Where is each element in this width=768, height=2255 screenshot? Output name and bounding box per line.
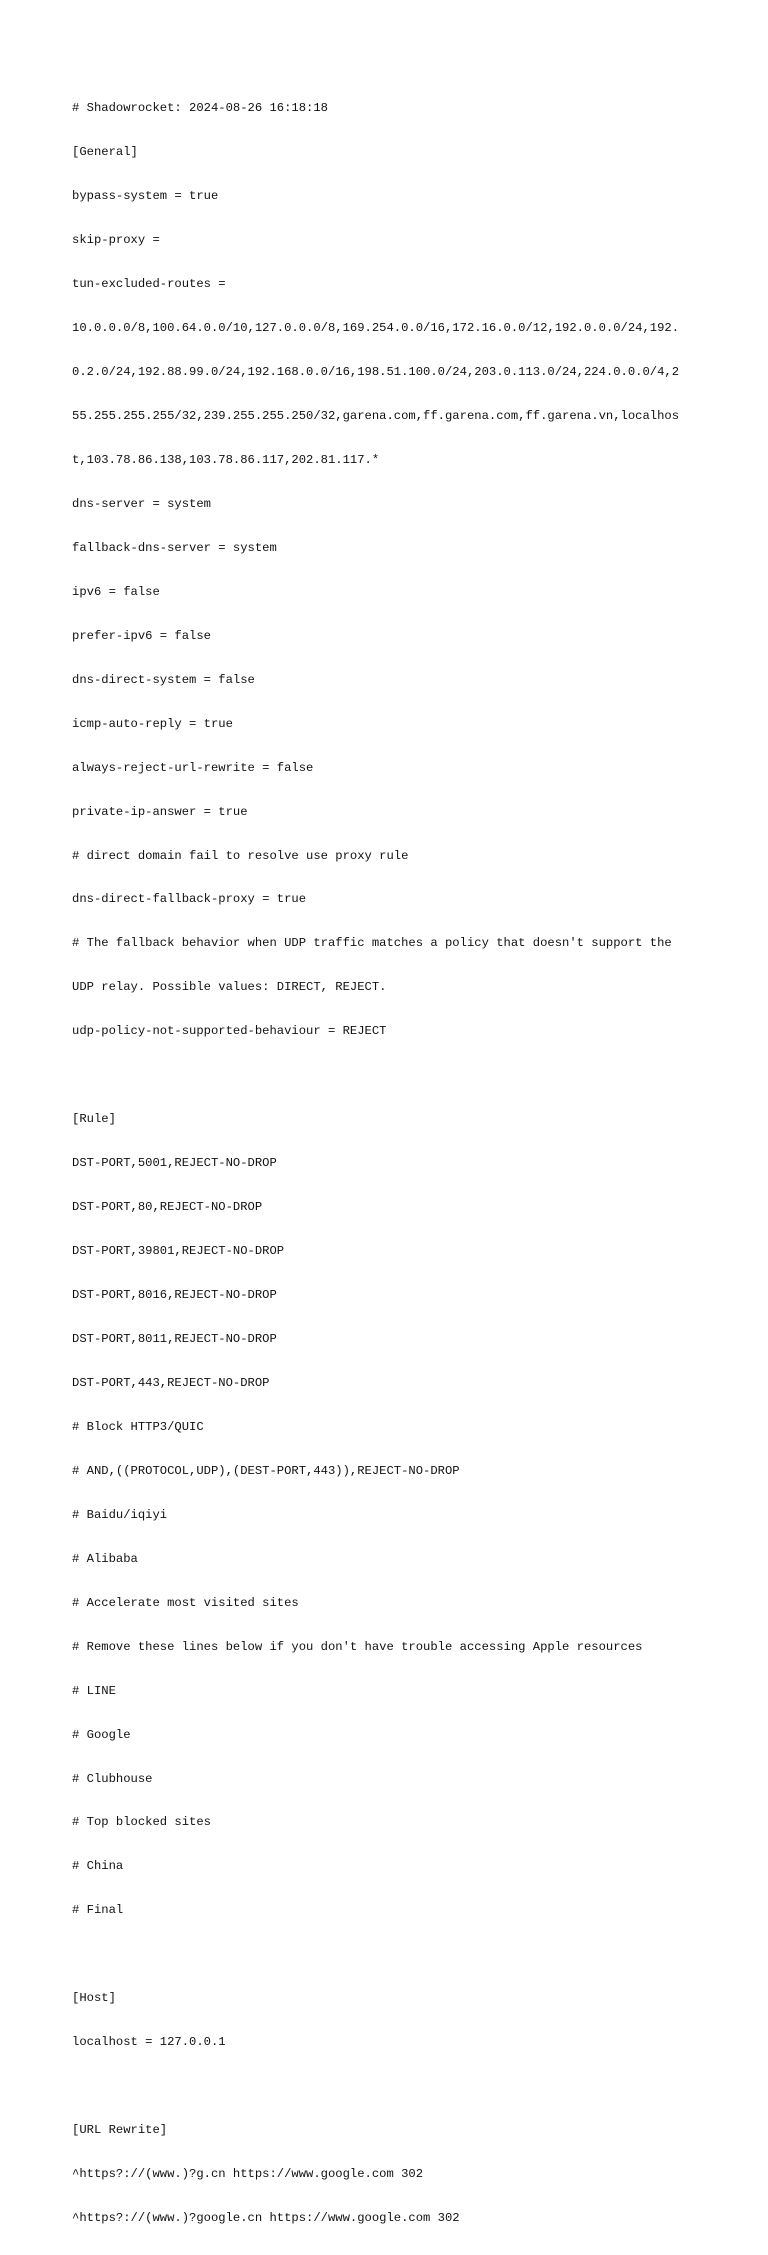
text-line: private-ip-answer = true	[72, 804, 248, 819]
text-line: prefer-ipv6 = false	[72, 628, 211, 643]
text-line: [Rule]	[72, 1112, 116, 1127]
text-line: 10.0.0.0/8,100.64.0.0/10,127.0.0.0/8,169.254.0.0/16,172.16.0.0/12,192.0.0.0/24,192.	[72, 321, 680, 336]
text-line: # Accelerate most visited sites	[72, 1595, 299, 1610]
blank-line	[72, 1068, 702, 1083]
text-line: # Baidu/iqiyi	[72, 1507, 168, 1522]
text-line: ipv6 = false	[72, 584, 160, 599]
text-line: dns-direct-fallback-proxy = true	[72, 892, 307, 907]
text-line: ^https?://(www.)?google.cn https://www.google.com 302	[72, 2211, 460, 2226]
text-line: fallback-dns-server = system	[72, 540, 277, 555]
text-line: 0.2.0/24,192.88.99.0/24,192.168.0.0/16,198.51.100.0/24,203.0.113.0/24,224.0.0.0/4,2	[72, 365, 680, 380]
text-line: # Alibaba	[72, 1551, 138, 1566]
text-line: # Clubhouse	[72, 1771, 153, 1786]
text-line: [Host]	[72, 1991, 116, 2006]
text-line: # Shadowrocket: 2024-08-26 16:18:18	[72, 101, 328, 116]
text-line: # Top blocked sites	[72, 1815, 211, 1830]
text-line: # AND,((PROTOCOL,UDP),(DEST-PORT,443)),REJECT-NO-DROP	[72, 1463, 460, 1478]
text-line: dns-direct-system = false	[72, 672, 255, 687]
text-line: # Final	[72, 1903, 124, 1918]
text-line: # China	[72, 1859, 124, 1874]
text-line: localhost = 127.0.0.1	[72, 2035, 226, 2050]
text-line: # Block HTTP3/QUIC	[72, 1419, 204, 1434]
text-line: # LINE	[72, 1683, 116, 1698]
text-line: UDP relay. Possible values: DIRECT, REJECT.	[72, 980, 387, 995]
text-line: DST-PORT,39801,REJECT-NO-DROP	[72, 1244, 285, 1259]
text-line: ^https?://(www.)?g.cn https://www.google.com 302	[72, 2167, 424, 2182]
text-line: always-reject-url-rewrite = false	[72, 760, 314, 775]
text-line: DST-PORT,8011,REJECT-NO-DROP	[72, 1332, 277, 1346]
text-line: [URL Rewrite]	[72, 2123, 168, 2138]
text-line: [General]	[72, 145, 138, 160]
text-line: udp-policy-not-supported-behaviour = REJECT	[72, 1024, 387, 1039]
blank-line	[72, 1947, 702, 1962]
text-line: DST-PORT,5001,REJECT-NO-DROP	[72, 1156, 277, 1171]
blank-line	[72, 2079, 702, 2094]
text-line: # direct domain fail to resolve use proxy rule	[72, 848, 409, 863]
text-line: tun-excluded-routes =	[72, 277, 226, 292]
text-line: # Remove these lines below if you don't have trouble accessing Apple resources	[72, 1639, 643, 1654]
text-line: # Google	[72, 1727, 131, 1742]
text-line: t,103.78.86.138,103.78.86.117,202.81.117.*	[72, 452, 380, 467]
text-line: DST-PORT,80,REJECT-NO-DROP	[72, 1200, 263, 1215]
text-line: 55.255.255.255/32,239.255.255.250/32,garena.com,ff.garena.com,ff.garena.vn,localhos	[72, 408, 680, 423]
text-line: skip-proxy =	[72, 233, 160, 248]
text-line: DST-PORT,443,REJECT-NO-DROP	[72, 1375, 270, 1390]
text-line: DST-PORT,8016,REJECT-NO-DROP	[72, 1288, 277, 1303]
text-line: dns-server = system	[72, 496, 211, 511]
text-line: icmp-auto-reply = true	[72, 716, 233, 731]
text-line: # The fallback behavior when UDP traffic matches a policy that doesn't support the	[72, 936, 672, 951]
config-text	[72, 72, 702, 2255]
text-line: bypass-system = true	[72, 189, 219, 204]
